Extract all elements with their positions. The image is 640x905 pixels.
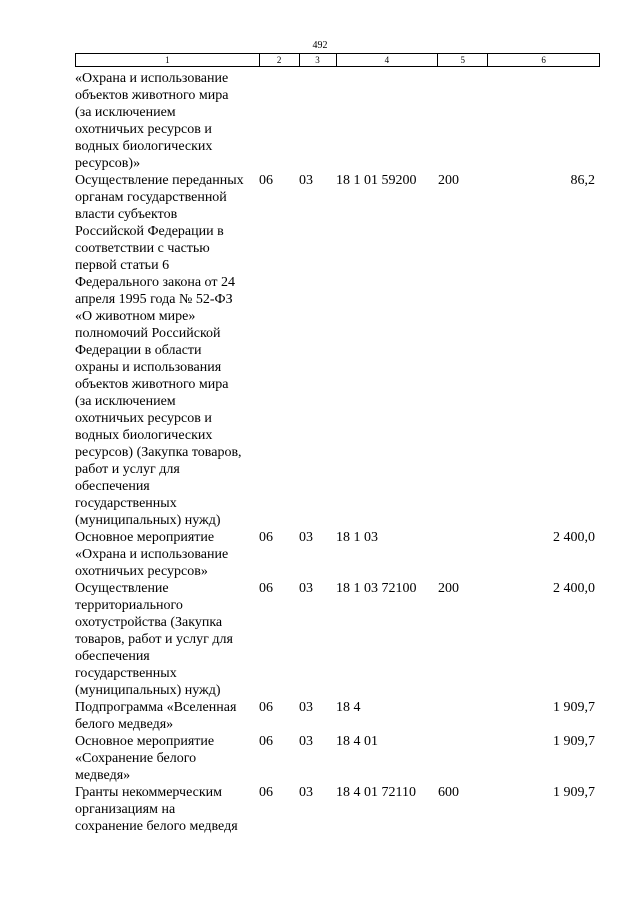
row-description: Осуществление территориального охотустройства (Закупка товаров, работ и услуг для обеспечения государственных (муниципальных) нужд) — [75, 581, 233, 698]
page-number: 492 — [312, 40, 328, 51]
table-row — [75, 172, 600, 529]
row-target-article-code: 18 4 01 72110 — [336, 785, 416, 800]
row-description: Подпрограмма «Вселенная белого медведя» — [75, 700, 237, 732]
row-section-code: 06 — [259, 173, 273, 188]
row-amount: 2 400,0 — [553, 530, 595, 545]
row-target-article-code: 18 4 01 — [336, 734, 378, 749]
header-col-6: 6 — [488, 54, 600, 66]
table-header-row — [75, 53, 600, 67]
row-section-code: 06 — [259, 581, 273, 596]
row-section-code: 06 — [259, 785, 273, 800]
row-amount — [488, 70, 600, 172]
row-target-article-code — [336, 70, 438, 172]
row-description: Осуществление переданных органам государственной власти субъектов Российской Федерации в соответствии с частью первой статьи 6 Федерального закона от 24 апреля 1995 года № 52-ФЗ «О животном мире» полномочий Российской Федерации в области охраны и использования объектов животного мира (за исключением охотничьих ресурсов и водных биологических ресурсов) (Закупка товаров, работ и услуг для обеспечения государственных (муниципальных) нужд) — [75, 173, 244, 528]
row-expense-type-code — [438, 699, 488, 733]
header-col-1: 1 — [76, 54, 260, 66]
row-section-code: 06 — [259, 700, 273, 715]
row-amount: 2 400,0 — [553, 581, 595, 596]
row-target-article-code: 18 1 01 59200 — [336, 173, 417, 188]
row-amount: 1 909,7 — [553, 734, 595, 749]
header-col-2: 2 — [260, 54, 300, 66]
row-description: Гранты некоммерческим организациям на сохранение белого медведя — [75, 785, 238, 834]
row-expense-type-code — [438, 70, 488, 172]
row-section-code — [259, 70, 299, 172]
row-subsection-code: 03 — [299, 700, 313, 715]
row-section-code: 06 — [259, 734, 273, 749]
row-subsection-code: 03 — [299, 173, 313, 188]
row-subsection-code: 03 — [299, 581, 313, 596]
row-description: Основное мероприятие «Охрана и использование охотничьих ресурсов» — [75, 530, 229, 579]
row-expense-type-code: 200 — [438, 173, 459, 188]
row-amount: 1 909,7 — [553, 785, 595, 800]
row-section-code: 06 — [259, 530, 273, 545]
table-row — [75, 699, 600, 733]
row-subsection-code — [299, 70, 336, 172]
row-expense-type-code: 200 — [438, 581, 459, 596]
table-row — [75, 580, 600, 699]
row-target-article-code: 18 1 03 72100 — [336, 581, 417, 596]
row-subsection-code: 03 — [299, 734, 313, 749]
table-row — [75, 784, 600, 835]
table-row — [75, 70, 600, 172]
row-amount: 1 909,7 — [553, 700, 595, 715]
table-row — [75, 733, 600, 784]
row-expense-type-code — [438, 529, 488, 580]
header-col-3: 3 — [300, 54, 337, 66]
row-target-article-code: 18 1 03 — [336, 530, 378, 545]
row-subsection-code: 03 — [299, 785, 313, 800]
row-description: Основное мероприятие «Сохранение белого медведя» — [75, 734, 215, 783]
row-expense-type-code: 600 — [438, 785, 459, 800]
row-subsection-code: 03 — [299, 530, 313, 545]
header-col-4: 4 — [337, 54, 439, 66]
header-col-5: 5 — [438, 54, 488, 66]
row-target-article-code: 18 4 — [336, 700, 361, 715]
table-row — [75, 529, 600, 580]
row-amount: 86,2 — [570, 173, 595, 188]
row-description: «Охрана и использование объектов животного мира (за исключением охотничьих ресурсов и водных биологических ресурсов)» — [75, 71, 229, 171]
budget-table-body — [75, 70, 600, 835]
row-expense-type-code — [438, 733, 488, 784]
